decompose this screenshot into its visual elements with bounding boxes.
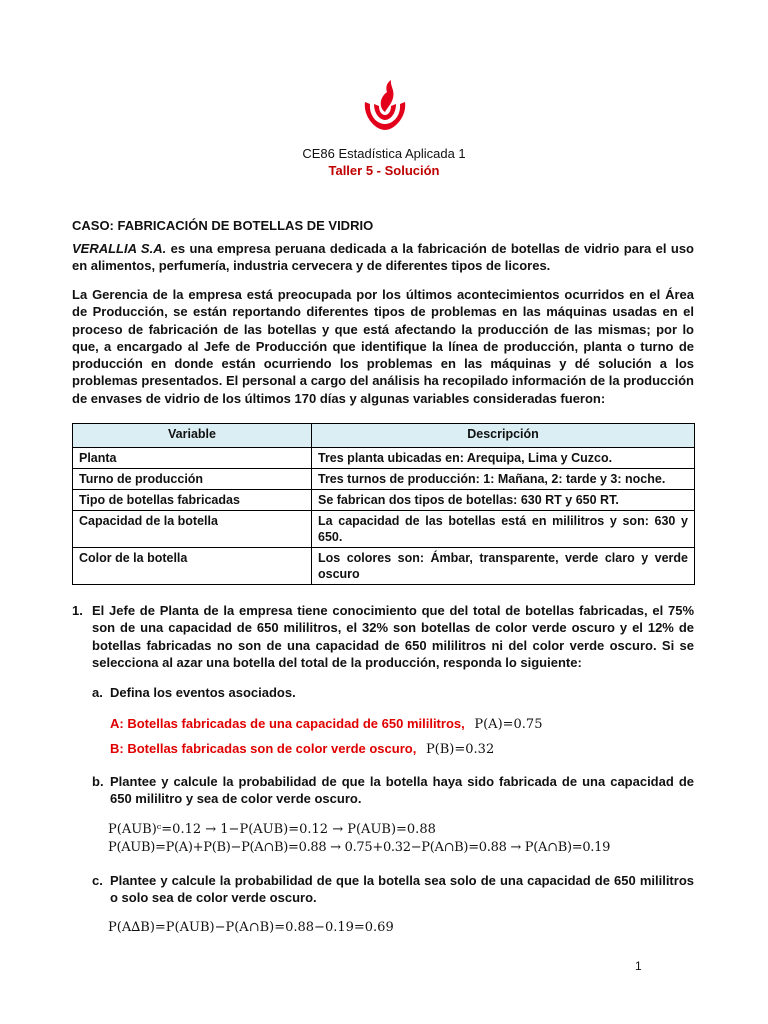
- table-cell-variable: Capacidad de la botella: [73, 511, 312, 548]
- event-b-text: B: Botellas fabricadas son de color verde oscuro,: [110, 741, 417, 756]
- table-row: [73, 448, 695, 469]
- case-title: CASO: FABRICACIÓN DE BOTELLAS DE VIDRIO: [72, 218, 374, 233]
- question-1c: [92, 872, 694, 907]
- table-cell-description: Tres turnos de producción: 1: Mañana, 2: tarde y 3: noche.: [312, 469, 695, 490]
- workshop-subtitle: Taller 5 - Solución: [328, 163, 440, 178]
- question-1c-text: Plantee y calcule la probabilidad de que la botella sea solo de una capacidad de 650 mililitros o solo sea de color verde oscuro.: [110, 873, 694, 906]
- question-1a-text: Defina los eventos asociados.: [110, 685, 296, 700]
- formula-c-line-1: P(A∆B)=P(AUB)−P(A∩B)=0.88−0.19=0.69: [108, 920, 394, 935]
- question-1b: [92, 773, 694, 808]
- table-row: [73, 548, 695, 585]
- table-cell-description: Se fabrican dos tipos de botellas: 630 RT y 650 RT.: [312, 490, 695, 511]
- question-1-number: 1.: [72, 603, 83, 618]
- intro-text: es una empresa peruana dedicada a la fabricación de botellas de vidrio para el uso en alimentos, perfumería, industria cervecera y de diferentes tipos de licores.: [72, 241, 694, 274]
- event-a-text: A: Botellas fabricadas de una capacidad de 650 mililitros,: [110, 716, 465, 731]
- page-number: 1: [635, 959, 642, 973]
- table-row: [73, 469, 695, 490]
- question-1a: [92, 684, 694, 701]
- company-name: VERALLIA S.A.: [72, 241, 167, 256]
- table-header-row: [73, 424, 695, 448]
- table-header-description: Descripción: [312, 424, 695, 448]
- event-b-probability: P(B)=0.32: [425, 742, 495, 757]
- table-cell-variable: Planta: [73, 448, 312, 469]
- formula-b-line-2: P(AUB)=P(A)+P(B)−P(A∩B)=0.88 → 0.75+0.32−P(A∩B)=0.88 → P(A∩B)=0.19: [108, 840, 611, 855]
- table-row: [73, 511, 695, 548]
- upc-flame-logo: [357, 78, 413, 134]
- course-title: CE86 Estadística Aplicada 1: [302, 146, 466, 161]
- variables-table: [72, 423, 695, 585]
- table-cell-variable: Color de la botella: [73, 548, 312, 585]
- question-1-text: El Jefe de Planta de la empresa tiene conocimiento que del total de botellas fabricadas, el 75% son de una capacidad de 650 mililitros, el 32% son botellas de color verde oscuro y el 12% de botellas fabricadas no son de una capacidad de 650 mililitros ni del color verde oscuro. Si se selecciona al azar una botella del total de la producción, responda lo siguiente:: [92, 603, 694, 670]
- context-paragraph: La Gerencia de la empresa está preocupada por los últimos acontecimientos ocurridos en el Área de Producción, se están reportando diferentes tipos de problemas en las máquinas usadas en el proceso de fabricación de las botellas y que está afectando la producción de las mismas; por lo que, a encargado al Jefe de Producción que identifique la línea de producción, planta o turno de producción en donde están ocurriendo los problemas en las máquinas y dé solución a los problemas presentados. El personal a cargo del análisis ha recopilado información de la producción de envases de vidrio de los últimos 170 días y algunas variables consideradas fueron:: [72, 287, 694, 406]
- event-a-probability: P(A)=0.75: [474, 717, 543, 732]
- event-a-definition: [110, 716, 542, 732]
- event-b-definition: [110, 741, 494, 757]
- question-1c-label: c.: [92, 873, 103, 888]
- table-cell-variable: Tipo de botellas fabricadas: [73, 490, 312, 511]
- table-cell-description: La capacidad de las botellas está en mililitros y son: 630 y 650.: [312, 511, 695, 548]
- intro-paragraph: [72, 240, 694, 275]
- table-header-variable: Variable: [73, 424, 312, 448]
- formula-b-line-1: P(AUB)ᶜ=0.12 → 1−P(AUB)=0.12 → P(AUB)=0.88: [108, 822, 436, 837]
- table-cell-description: Tres planta ubicadas en: Arequipa, Lima y Cuzco.: [312, 448, 695, 469]
- question-1b-text: Plantee y calcule la probabilidad de que la botella haya sido fabricada de una capacidad de 650 mililitro y sea de color verde oscuro.: [110, 774, 694, 807]
- question-1a-label: a.: [92, 685, 103, 700]
- table-cell-variable: Turno de producción: [73, 469, 312, 490]
- question-1: [72, 602, 694, 671]
- table-cell-description: Los colores son: Ámbar, transparente, verde claro y verde oscuro: [312, 548, 695, 585]
- question-1b-label: b.: [92, 774, 104, 789]
- table-row: [73, 490, 695, 511]
